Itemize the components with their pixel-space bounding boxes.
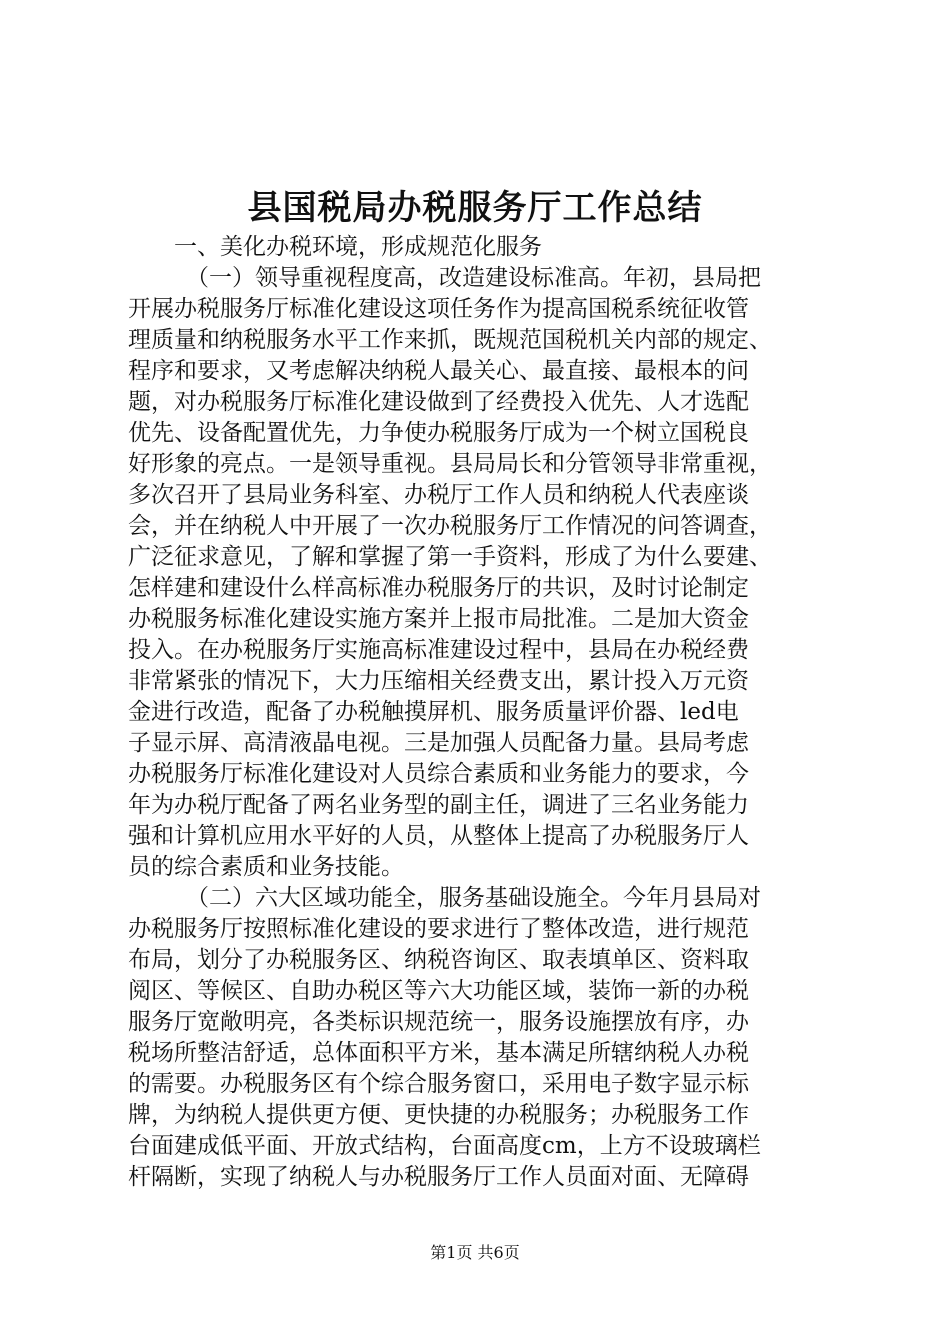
paragraph-line: 办税服务厅按照标准化建设的要求进行了整体改造，进行规范 <box>128 916 749 942</box>
paragraph-line: （一）领导重视程度高，改造建设标准高。年初，县局把 <box>186 265 761 291</box>
document-body <box>128 232 828 1193</box>
paragraph-line: 办税服务标准化建设实施方案并上报市局批准。二是加大资金 <box>128 606 749 632</box>
paragraph-line: 员的综合素质和业务技能。 <box>128 854 404 880</box>
paragraph-line: 题，对办税服务厅标准化建设做到了经费投入优先、人才选配 <box>128 389 749 415</box>
paragraph-line: 优先、设备配置优先，力争使办税服务厅成为一个树立国税良 <box>128 420 749 446</box>
paragraph-line: 广泛征求意见，了解和掌握了第一手资料，形成了为什么要建、 <box>128 544 772 570</box>
section-heading: 一、美化办税环境，形成规范化服务 <box>174 234 542 260</box>
paragraph-line: 投入。在办税服务厅实施高标准建设过程中，县局在办税经费 <box>128 637 749 663</box>
paragraph-line: 的需要。办税服务区有个综合服务窗口，采用电子数字显示标 <box>128 1071 749 1097</box>
document-title: 县国税局办税服务厅工作总结 <box>247 188 703 228</box>
paragraph-line: 怎样建和建设什么样高标准办税服务厅的共识，及时讨论制定 <box>128 575 749 601</box>
paragraph-line: 税场所整洁舒适，总体面积平方米，基本满足所辖纳税人办税 <box>128 1040 749 1066</box>
paragraph-line: 开展办税服务厅标准化建设这项任务作为提高国税系统征收管 <box>128 296 749 322</box>
paragraph-line: 好形象的亮点。一是领导重视。县局局长和分管领导非常重视， <box>128 451 772 477</box>
paragraph-line: 服务厅宽敞明亮，各类标识规范统一，服务设施摆放有序，办 <box>128 1009 749 1035</box>
page-number-footer: 第1页 共6页 <box>430 1243 520 1262</box>
paragraph-line: 会，并在纳税人中开展了一次办税服务厅工作情况的问答调查， <box>128 513 772 539</box>
paragraph-line: 子显示屏、高清液晶电视。三是加强人员配备力量。县局考虑 <box>128 730 749 756</box>
paragraph-line: 金进行改造，配备了办税触摸屏机、服务质量评价器、led电 <box>128 699 739 725</box>
paragraph-line: 办税服务厅标准化建设对人员综合素质和业务能力的要求，今 <box>128 761 749 787</box>
paragraph-line: 强和计算机应用水平好的人员，从整体上提高了办税服务厅人 <box>128 823 749 849</box>
paragraph-line: 程序和要求，又考虑解决纳税人最关心、最直接、最根本的问 <box>128 358 749 384</box>
paragraph-line: 布局，划分了办税服务区、纳税咨询区、取表填单区、资料取 <box>128 947 749 973</box>
paragraph-line: 理质量和纳税服务水平工作来抓，既规范国税机关内部的规定、 <box>128 327 772 353</box>
paragraph-line: 年为办税厅配备了两名业务型的副主任，调进了三名业务能力 <box>128 792 749 818</box>
paragraph-line: 杆隔断，实现了纳税人与办税服务厅工作人员面对面、无障碍 <box>128 1164 749 1190</box>
paragraph-line: 非常紧张的情况下，大力压缩相关经费支出，累计投入万元资 <box>128 668 749 694</box>
paragraph-line: 台面建成低平面、开放式结构，台面高度cm，上方不设玻璃栏 <box>128 1133 761 1159</box>
paragraph-line: 多次召开了县局业务科室、办税厅工作人员和纳税人代表座谈 <box>128 482 749 508</box>
paragraph-line: （二）六大区域功能全，服务基础设施全。今年月县局对 <box>186 885 761 911</box>
paragraph-line: 阅区、等候区、自助办税区等六大功能区域，装饰一新的办税 <box>128 978 749 1004</box>
paragraph-line: 牌，为纳税人提供更方便、更快捷的办税服务；办税服务工作 <box>128 1102 749 1128</box>
